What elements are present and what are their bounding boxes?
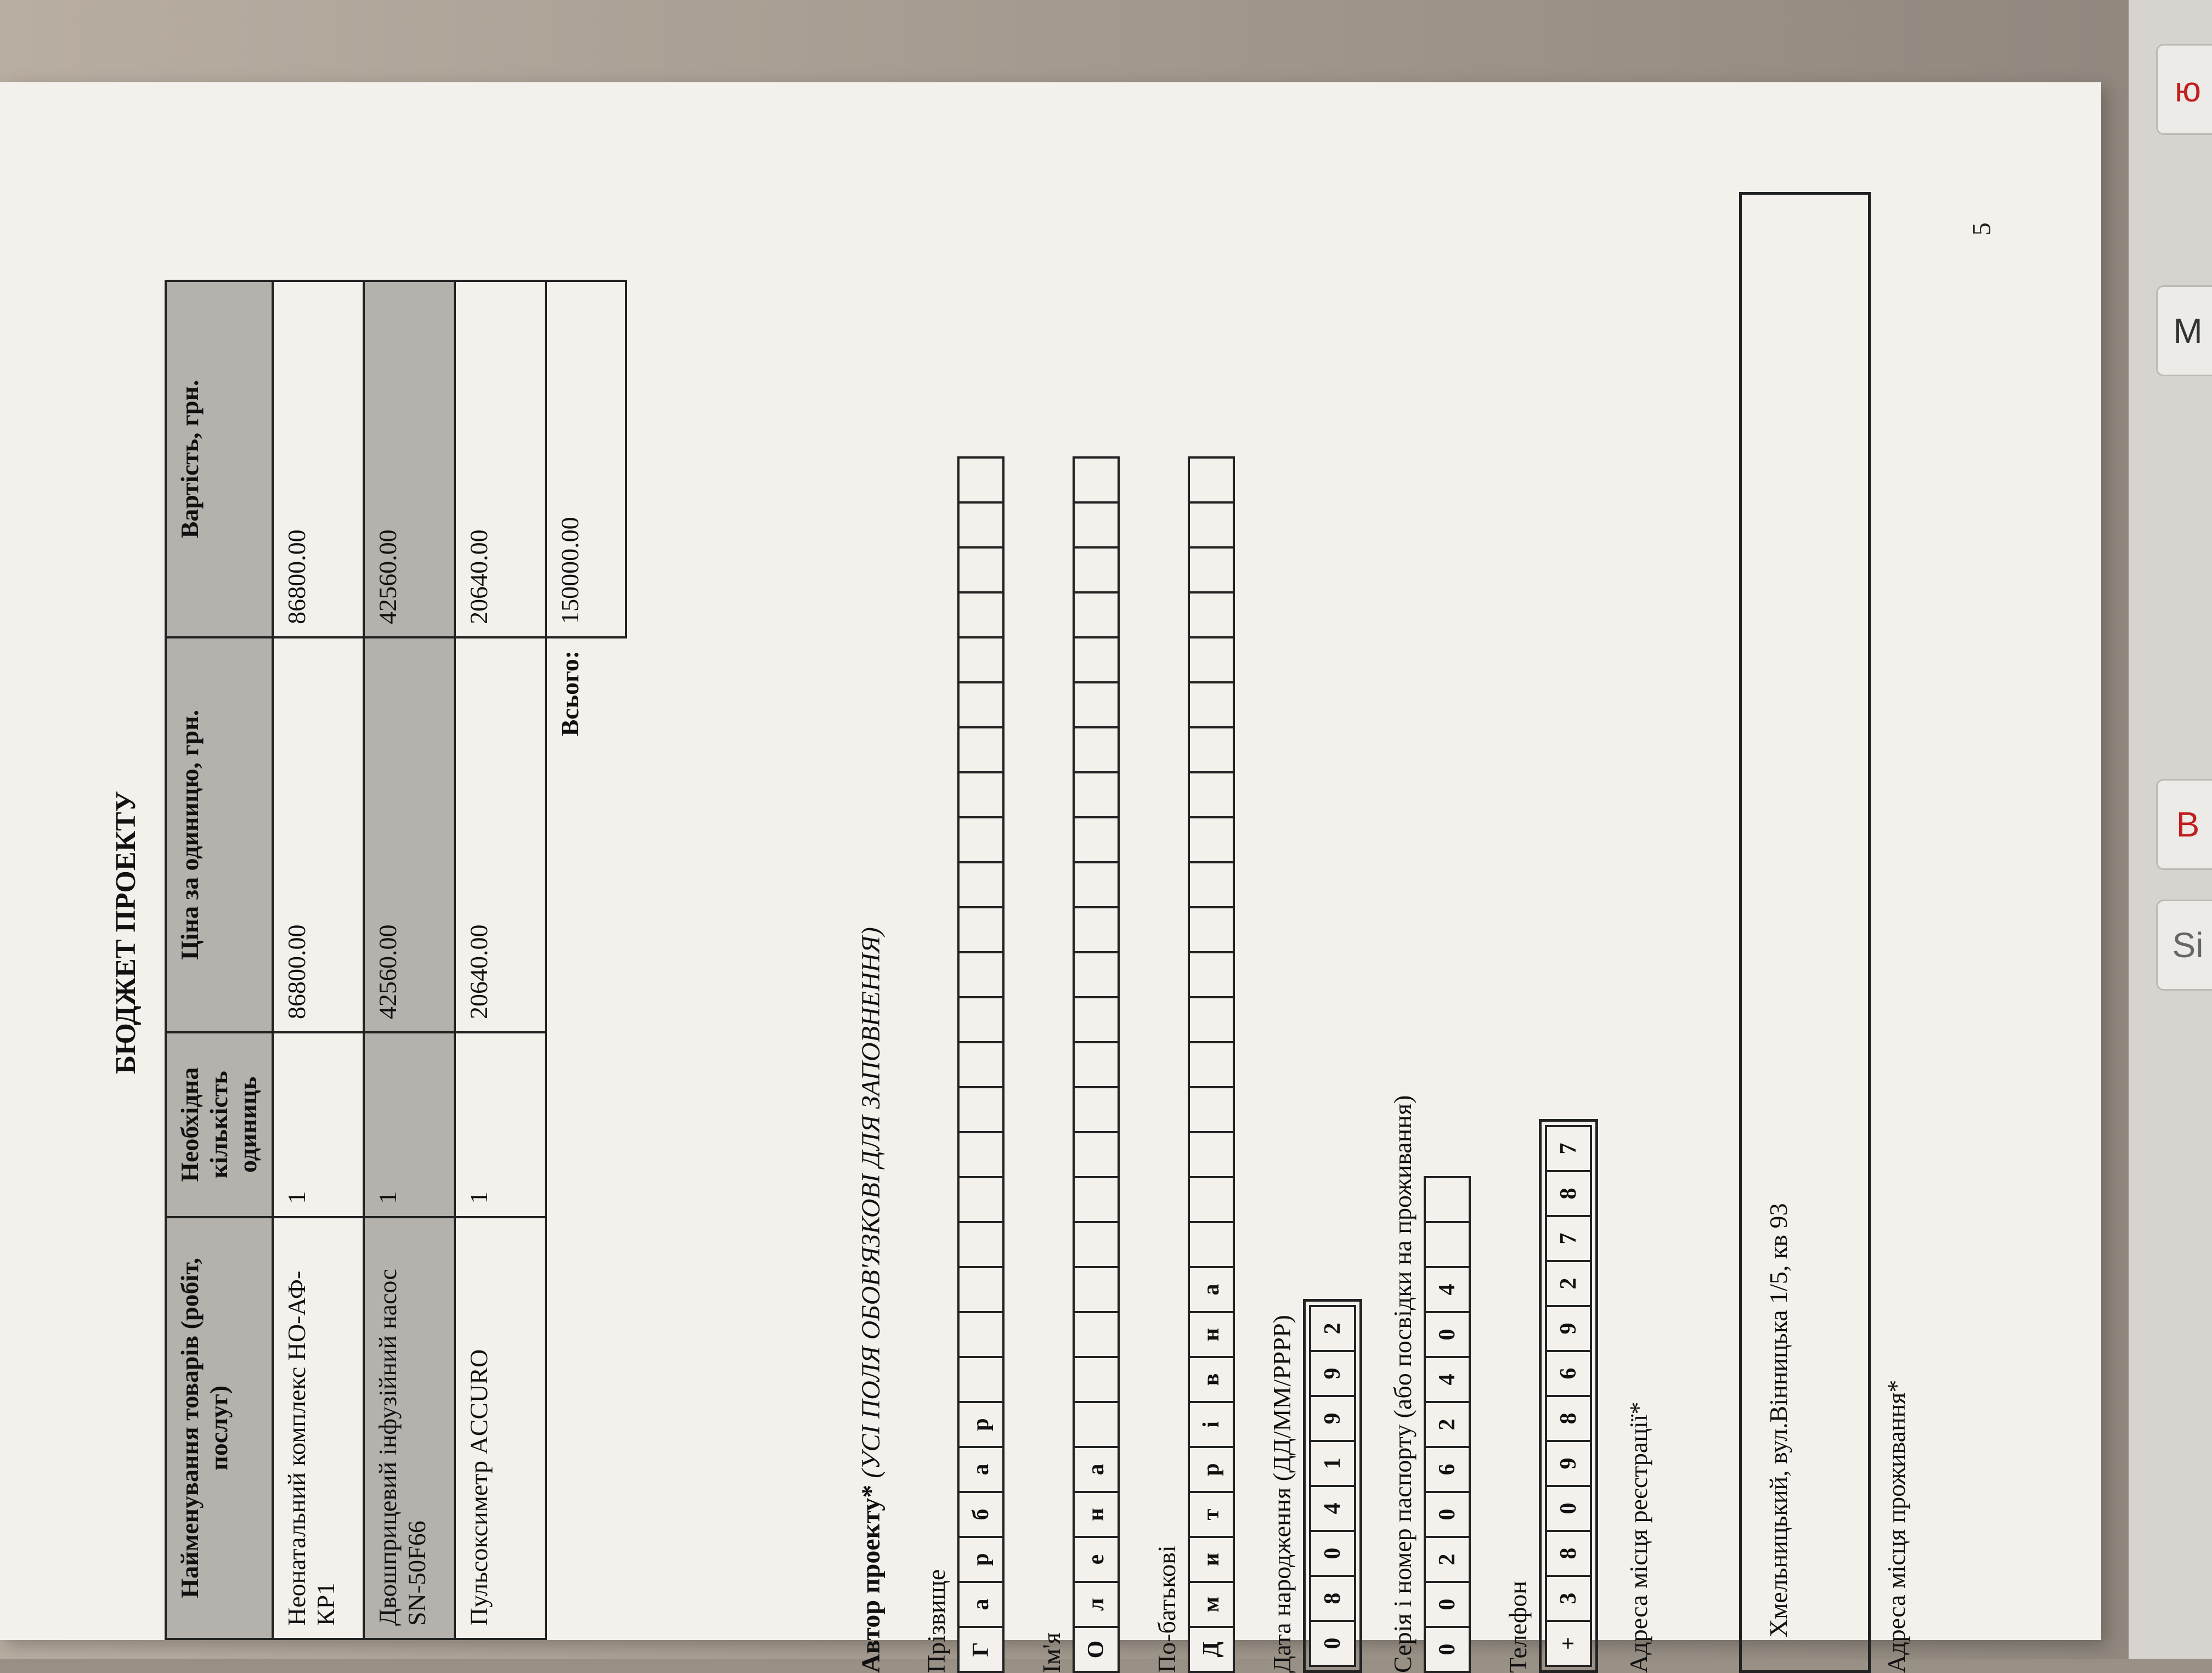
char-cell <box>957 1086 1005 1133</box>
char-cell <box>1073 1401 1120 1448</box>
char-cell: р <box>957 1536 1005 1583</box>
char-cell <box>1424 1221 1471 1268</box>
char-cell: 7 <box>1545 1215 1592 1262</box>
char-cell <box>957 501 1005 549</box>
char-cell <box>1188 861 1235 908</box>
char-cell <box>1073 996 1120 1043</box>
char-cell: 8 <box>1309 1575 1356 1622</box>
char-cell <box>1073 591 1120 638</box>
char-cell: Г <box>957 1626 1005 1673</box>
item-name: Неонатальний комплекс НО-АФ-КР1 <box>273 1217 364 1639</box>
char-cell <box>1073 861 1120 908</box>
char-cell <box>957 1266 1005 1313</box>
table-row <box>364 281 455 1639</box>
table-row <box>455 281 546 1639</box>
item-quantity: 1 <box>364 1032 455 1217</box>
item-name: Пульсоксиметр ACCURO <box>455 1217 546 1639</box>
char-cell: р <box>957 1401 1005 1448</box>
char-cell <box>957 726 1005 773</box>
char-cell <box>957 996 1005 1043</box>
registration-address-label: Адреса місця реєстрації* <box>1624 1402 1653 1673</box>
char-cell: 2 <box>1424 1536 1471 1583</box>
char-cell <box>1073 1311 1120 1358</box>
char-cell <box>957 1311 1005 1358</box>
char-cell: 0 <box>1424 1626 1471 1673</box>
char-cell: 2 <box>1424 1401 1471 1448</box>
char-cell <box>957 1356 1005 1403</box>
header-cost: Вартість, грн. <box>166 281 273 637</box>
char-cell: е <box>1073 1536 1120 1583</box>
char-cell <box>1188 1086 1235 1133</box>
char-cell <box>957 906 1005 953</box>
char-cell <box>1188 906 1235 953</box>
char-cell: 9 <box>1545 1305 1592 1352</box>
keyboard-key: M <box>2156 285 2212 376</box>
char-cell: 8 <box>1545 1395 1592 1442</box>
char-cell: т <box>1188 1491 1235 1538</box>
char-cell: 0 <box>1424 1491 1471 1538</box>
char-cell: 3 <box>1545 1575 1592 1622</box>
char-cell: 8 <box>1545 1530 1592 1577</box>
name-field[interactable] <box>1073 456 1120 1673</box>
char-cell <box>1073 816 1120 863</box>
char-cell <box>1073 456 1120 504</box>
char-cell <box>957 546 1005 594</box>
char-cell: н <box>1188 1311 1235 1358</box>
keyboard-key: ю <box>2156 44 2212 135</box>
char-cell: а <box>1073 1446 1120 1493</box>
char-cell <box>1073 1041 1120 1088</box>
char-cell: б <box>957 1491 1005 1538</box>
char-cell: О <box>1073 1626 1120 1673</box>
item-unit-price: 42560.00 <box>364 637 455 1032</box>
char-cell: 4 <box>1424 1266 1471 1313</box>
patronymic-field[interactable] <box>1188 456 1235 1673</box>
char-cell <box>957 456 1005 504</box>
item-quantity: 1 <box>455 1032 546 1217</box>
char-cell <box>1073 681 1120 728</box>
char-cell <box>1073 951 1120 998</box>
char-cell <box>1188 591 1235 638</box>
header-quantity: Необхідна кількість одиниць <box>166 1032 273 1217</box>
total-value: 150000.00 <box>546 281 626 637</box>
author-note: (УСІ ПОЛЯ ОБОВ'ЯЗКОВІ ДЛЯ ЗАПОВНЕННЯ) <box>856 927 885 1478</box>
char-cell: в <box>1188 1356 1235 1403</box>
char-cell: л <box>1073 1581 1120 1628</box>
char-cell <box>1073 1131 1120 1178</box>
char-cell: 9 <box>1309 1350 1356 1397</box>
char-cell <box>957 1041 1005 1088</box>
char-cell: Д <box>1188 1626 1235 1673</box>
char-cell: 6 <box>1545 1350 1592 1397</box>
total-row <box>546 281 626 1639</box>
char-cell: 4 <box>1309 1485 1356 1532</box>
char-cell <box>957 591 1005 638</box>
char-cell <box>1073 501 1120 549</box>
char-cell <box>1073 906 1120 953</box>
birth-date-label: Дата народження (ДД/ММ/РРРР) <box>1267 1315 1296 1673</box>
char-cell <box>957 681 1005 728</box>
char-cell: н <box>1073 1491 1120 1538</box>
residence-address-label: Адреса місця проживання* <box>1882 1380 1911 1673</box>
char-cell <box>1188 456 1235 504</box>
item-cost: 86800.00 <box>273 281 364 637</box>
char-cell <box>1188 1176 1235 1223</box>
char-cell: 6 <box>1424 1446 1471 1493</box>
char-cell <box>957 1131 1005 1178</box>
char-cell <box>1424 1176 1471 1223</box>
char-cell: 1 <box>1309 1440 1356 1487</box>
item-unit-price: 86800.00 <box>273 637 364 1032</box>
char-cell <box>1188 1221 1235 1268</box>
char-cell: + <box>1545 1620 1592 1667</box>
total-label: Всього: <box>546 637 626 1032</box>
char-cell <box>1073 1086 1120 1133</box>
char-cell <box>1073 771 1120 818</box>
author-section-title <box>856 927 886 1673</box>
item-cost: 20640.00 <box>455 281 546 637</box>
item-name: Двошприцевий інфузійний насос SN-50F66 <box>364 1217 455 1639</box>
birth-date-field[interactable] <box>1303 1299 1362 1673</box>
page-title: БЮДЖЕТ ПРОЕКТУ <box>110 192 142 1673</box>
char-cell <box>1188 816 1235 863</box>
char-cell <box>957 636 1005 683</box>
keyboard-key: Si <box>2156 900 2212 991</box>
phone-label: Телефон <box>1503 1581 1532 1673</box>
char-cell <box>957 771 1005 818</box>
char-cell: і <box>1188 1401 1235 1448</box>
char-cell <box>1073 1266 1120 1313</box>
paper-sheet <box>0 82 2101 1640</box>
patronymic-label: По-батькові <box>1152 1545 1181 1673</box>
surname-label: Прізвище <box>922 1569 951 1673</box>
item-quantity: 1 <box>273 1032 364 1217</box>
item-unit-price: 20640.00 <box>455 637 546 1032</box>
char-cell <box>1188 996 1235 1043</box>
char-cell: 0 <box>1545 1485 1592 1532</box>
char-cell: р <box>1188 1446 1235 1493</box>
char-cell: 9 <box>1309 1395 1356 1442</box>
char-cell: 2 <box>1545 1260 1592 1307</box>
char-cell: 2 <box>1309 1305 1356 1352</box>
char-cell: 4 <box>1424 1356 1471 1403</box>
char-cell <box>957 1221 1005 1268</box>
char-cell <box>1188 1041 1235 1088</box>
keyboard-key: B <box>2156 779 2212 870</box>
name-label: Ім'я <box>1037 1632 1066 1673</box>
char-cell <box>1188 501 1235 549</box>
char-cell: 0 <box>1424 1581 1471 1628</box>
surname-field[interactable] <box>957 456 1005 1673</box>
header-unit-price: Ціна за одиницю, грн. <box>166 637 273 1032</box>
char-cell: а <box>957 1581 1005 1628</box>
author-title: Автор проекту* <box>856 1485 885 1673</box>
char-cell: 0 <box>1424 1311 1471 1358</box>
char-cell: а <box>957 1446 1005 1493</box>
char-cell <box>1188 726 1235 773</box>
budget-table <box>165 280 627 1640</box>
passport-field[interactable] <box>1424 1176 1471 1673</box>
char-cell: 7 <box>1545 1125 1592 1172</box>
char-cell <box>1073 636 1120 683</box>
registration-address-field[interactable] <box>1739 192 1871 1673</box>
char-cell <box>1073 546 1120 594</box>
char-cell <box>1188 1131 1235 1178</box>
char-cell <box>1188 546 1235 594</box>
char-cell <box>1188 951 1235 998</box>
char-cell: м <box>1188 1581 1235 1628</box>
char-cell <box>1188 636 1235 683</box>
passport-label: Серія і номер паспорту (або посвідки на проживання) <box>1388 1095 1417 1673</box>
char-cell: 0 <box>1309 1620 1356 1667</box>
char-cell <box>1188 771 1235 818</box>
phone-field[interactable] <box>1539 1119 1598 1673</box>
char-cell <box>1188 681 1235 728</box>
char-cell <box>1073 726 1120 773</box>
char-cell: а <box>1188 1266 1235 1313</box>
char-cell <box>1073 1221 1120 1268</box>
item-cost: 42560.00 <box>364 281 455 637</box>
char-cell <box>1073 1356 1120 1403</box>
table-row <box>273 281 364 1639</box>
page-number: 5 <box>1967 223 1997 236</box>
table-header-row <box>166 281 273 1639</box>
registration-address-value: Хмельницький, вул.Вінницька 1/5, кв 93 <box>1764 1203 1792 1637</box>
char-cell <box>957 1176 1005 1223</box>
char-cell <box>957 951 1005 998</box>
header-item-name: Найменування товарів (робіт, послуг) <box>166 1217 273 1639</box>
char-cell: и <box>1188 1536 1235 1583</box>
char-cell: 0 <box>1309 1530 1356 1577</box>
char-cell <box>957 861 1005 908</box>
char-cell: 8 <box>1545 1170 1592 1217</box>
rotated-page-content <box>110 192 1920 1673</box>
char-cell <box>1073 1176 1120 1223</box>
char-cell: 9 <box>1545 1440 1592 1487</box>
char-cell <box>957 816 1005 863</box>
